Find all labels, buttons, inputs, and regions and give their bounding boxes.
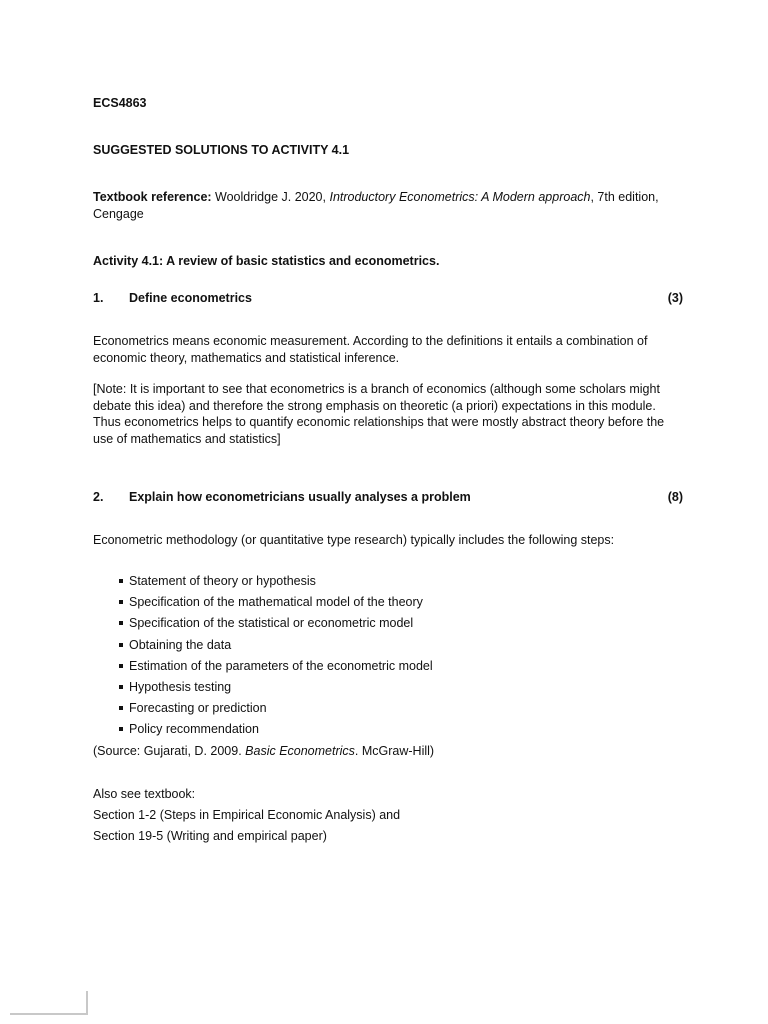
list-item: Specification of the mathematical model of the theory xyxy=(119,592,683,613)
textbook-label: Textbook reference: xyxy=(93,190,212,204)
also-see-line: Section 19-5 (Writing and empirical paper) xyxy=(93,829,327,843)
list-item: Specification of the statistical or econometric model xyxy=(119,613,683,634)
question-2-intro: Econometric methodology (or quantitative type research) typically includes the following steps: xyxy=(93,533,615,547)
source-book: Basic Econometrics xyxy=(245,743,355,758)
source-prefix: (Source: Gujarati, D. 2009. xyxy=(93,743,246,758)
also-see-block xyxy=(93,784,683,847)
also-see-line: Section 1-2 (Steps in Empirical Economic Analysis) and xyxy=(93,808,401,822)
document-title: SUGGESTED SOLUTIONS TO ACTIVITY 4.1 xyxy=(93,143,350,157)
source-suffix: . McGraw-Hill) xyxy=(354,743,435,758)
question-2-title: Explain how econometricians usually analyses a problem xyxy=(129,490,471,504)
list-item: Estimation of the parameters of the econometric model xyxy=(119,656,683,677)
page-corner-mark xyxy=(10,991,88,1015)
list-item: Policy recommendation xyxy=(119,719,683,740)
source-citation xyxy=(93,741,683,762)
textbook-title: Introductory Econometrics: A Modern approach xyxy=(329,190,591,204)
also-see-heading: Also see textbook: xyxy=(93,787,196,801)
question-2-number: 2. xyxy=(93,490,104,504)
course-code: ECS4863 xyxy=(93,96,147,110)
question-1-note: [Note: It is important to see that econometrics is a branch of economics (although some scholars might debate this idea) and therefore the strong emphasis on theoretic (a priori) expectations in this module. Thus econometrics helps to quantify economic relationships that were mostly abstract theory before the use of mathematics and statistics] xyxy=(93,382,665,446)
textbook-author: Wooldridge J. 2020, xyxy=(211,190,330,204)
steps-list xyxy=(93,571,683,741)
question-1-title: Define econometrics xyxy=(129,291,252,305)
activity-title: Activity 4.1: A review of basic statistics and econometrics. xyxy=(93,254,440,268)
textbook-edition: , 7th edition, Cengage xyxy=(93,190,659,221)
list-item: Forecasting or prediction xyxy=(119,698,683,719)
question-2-marks: (8) xyxy=(667,490,683,504)
textbook-reference xyxy=(93,189,683,222)
question-1-heading xyxy=(93,290,683,307)
list-item: Obtaining the data xyxy=(119,635,683,656)
question-2-heading xyxy=(93,489,683,506)
list-item: Hypothesis testing xyxy=(119,677,683,698)
question-1-number: 1. xyxy=(93,291,104,305)
question-1-marks: (3) xyxy=(667,291,683,305)
list-item: Statement of theory or hypothesis xyxy=(119,571,683,592)
steps-list-block xyxy=(93,571,683,762)
question-1-answer: Econometrics means economic measurement. According to the definitions it entails a combination of economic theory, mathematics and statistical inference. xyxy=(93,334,648,365)
